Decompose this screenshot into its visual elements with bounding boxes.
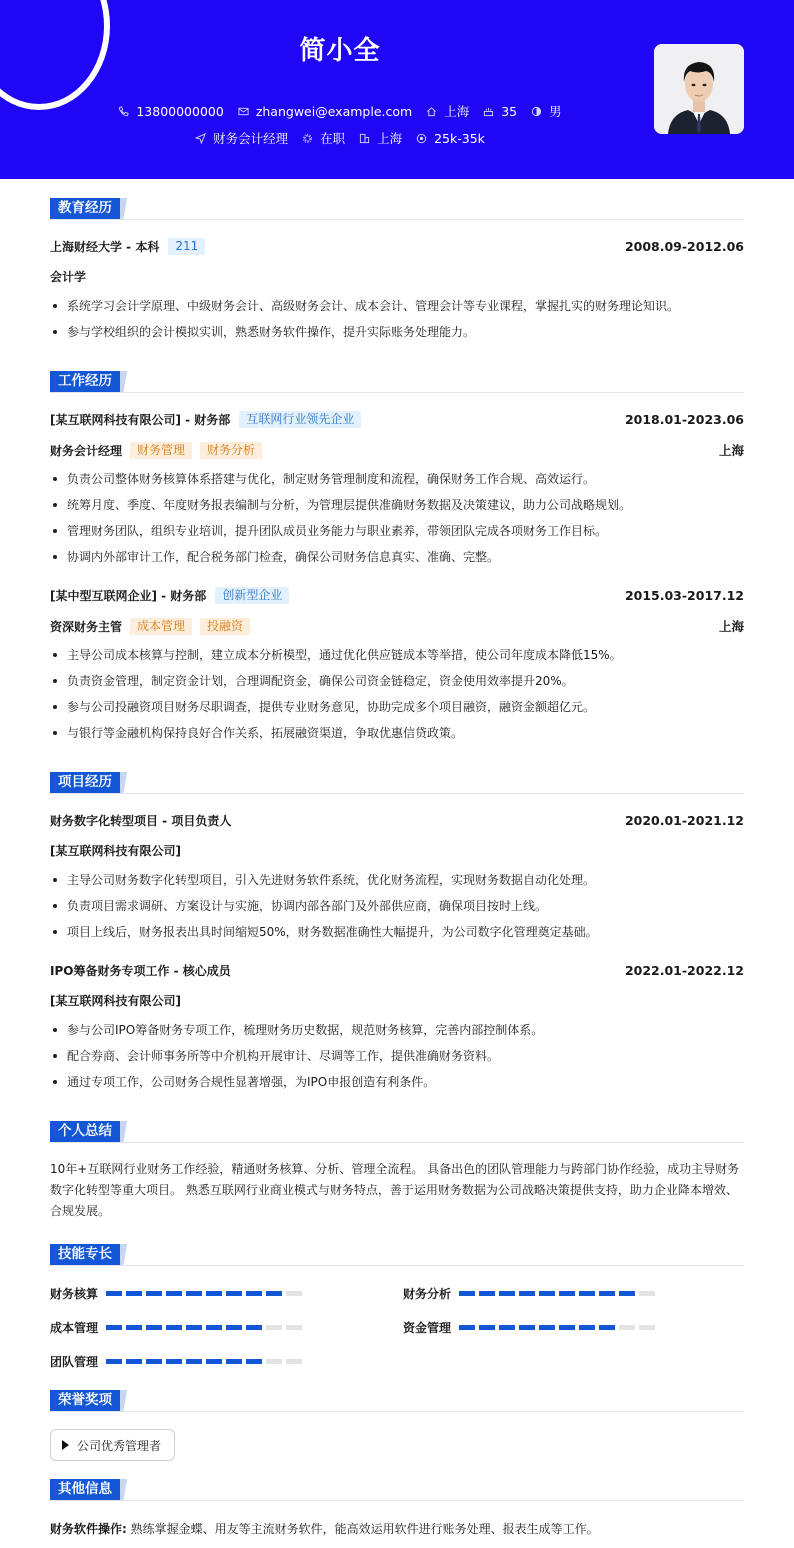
skill-segment	[639, 1291, 655, 1296]
resume-header	[0, 0, 794, 179]
project-bullet: 负责项目需求调研、方案设计与实施，协调内部各部门及外部供应商，确保项目按时上线。	[50, 898, 750, 914]
project-bullet: 项目上线后，财务报表出具时间缩短50%，财务数据准确性大幅提升，为公司数字化管理奠定基础。	[50, 924, 750, 940]
skill-segment	[599, 1291, 615, 1296]
section-title: 荣誉奖项	[50, 1390, 120, 1411]
phone-item	[118, 102, 223, 120]
work-header	[50, 587, 744, 604]
work-date: 2015.03-2017.12	[624, 588, 744, 603]
skill-name: 成本管理	[50, 1321, 99, 1335]
work-bullet: 负责公司整体财务核算体系搭建与优化，制定财务管理制度和流程，确保财务工作合规、高效运行。	[50, 471, 750, 487]
section-decoration	[120, 1121, 134, 1142]
skill-level-bar	[459, 1325, 655, 1330]
work-date: 2018.01-2023.06	[624, 412, 744, 427]
major: 会计学	[50, 270, 87, 284]
school-tag: 211	[168, 238, 205, 255]
work-role-row	[50, 441, 744, 459]
skill-segment	[126, 1291, 142, 1296]
work-bullet: 主导公司成本核算与控制，建立成本分析模型，通过优化供应链成本等举措，使公司年度成本降低15%。	[50, 647, 750, 663]
section-education	[50, 198, 744, 220]
building-icon	[359, 133, 370, 144]
education-header	[50, 238, 744, 255]
skill-level-bar	[106, 1291, 302, 1296]
home-icon	[426, 106, 437, 117]
project-bullet: 配合券商、会计师事务所等中介机构开展审计、尽调等工作，提供准确财务资料。	[50, 1048, 750, 1064]
section-decoration	[120, 1390, 134, 1411]
skill-segment	[539, 1325, 555, 1330]
skill-segment	[106, 1291, 122, 1296]
skill-segment	[206, 1359, 222, 1364]
status-item	[302, 129, 345, 147]
contact-row-1	[0, 102, 680, 120]
phone-icon	[118, 106, 129, 117]
work-role-row	[50, 617, 744, 635]
skill-segment	[246, 1325, 262, 1330]
role-tag: 财务管理	[130, 442, 192, 459]
summary-text: 10年+互联网行业财务工作经验，精通财务核算、分析、管理全流程。 具备出色的团队管理能力与跨部门协作经验，成功主导财务数字化转型等重大项目。 熟悉互联网行业商业模式与财务特点，善于运用财务数据为公司战略决策提供支持，助力企业降本增效、合规发展。	[50, 1162, 740, 1218]
city-value: 上海	[377, 131, 403, 146]
status-value: 在职	[320, 131, 346, 146]
skill-segment	[206, 1291, 222, 1296]
skill-level-bar	[106, 1359, 302, 1364]
skill-segment	[619, 1291, 635, 1296]
award-badge	[50, 1429, 175, 1461]
section-title: 教育经历	[50, 198, 120, 219]
section-projects	[50, 772, 744, 794]
role-tag: 投融资	[200, 618, 250, 635]
skill-segment	[226, 1325, 242, 1330]
skill-name: 团队管理	[50, 1355, 99, 1369]
candidate-name: 简小全	[299, 36, 381, 66]
age-value: 35	[501, 103, 518, 119]
project-bullet: 参与公司IPO筹备财务专项工作，梳理财务历史数据，规范财务核算，完善内部控制体系。	[50, 1022, 750, 1038]
email-value: zhangwei@example.com	[255, 103, 413, 119]
section-decoration	[120, 772, 134, 793]
skill-segment	[106, 1325, 122, 1330]
other-info-text: 熟练掌握金蝶、用友等主流财务软件，能高效运用软件进行账务处理、报表生成等工作。	[130, 1522, 599, 1536]
skill-segment	[286, 1325, 302, 1330]
role-tag: 成本管理	[130, 618, 192, 635]
skill-segment	[559, 1325, 575, 1330]
skill-segment	[479, 1325, 495, 1330]
skill-item	[50, 1353, 302, 1370]
skill-segment	[126, 1359, 142, 1364]
company-tag: 创新型企业	[215, 587, 289, 604]
hometown-item	[426, 102, 469, 120]
other-info	[50, 1520, 599, 1537]
section-title: 工作经历	[50, 371, 120, 392]
skill-item	[403, 1319, 655, 1336]
section-decoration	[120, 198, 134, 219]
skill-item	[403, 1285, 655, 1302]
skill-name: 资金管理	[403, 1321, 452, 1335]
section-title: 其他信息	[50, 1479, 120, 1500]
age-item	[483, 102, 517, 120]
skill-segment	[146, 1359, 162, 1364]
award-name: 公司优秀管理者	[77, 1438, 162, 1453]
skill-segment	[286, 1291, 302, 1296]
work-bullet: 统筹月度、季度、年度财务报表编制与分析，为管理层提供准确财务数据及决策建议，助力公司战略规划。	[50, 497, 750, 513]
skill-segment	[166, 1325, 182, 1330]
skill-segment	[186, 1359, 202, 1364]
skill-segment	[206, 1325, 222, 1330]
skill-segment	[599, 1325, 615, 1330]
profile-photo	[654, 44, 744, 134]
work-bullet: 负责资金管理，制定资金计划，合理调配资金，确保公司资金链稳定，资金使用效率提升20%。	[50, 673, 750, 689]
company-name: [某中型互联网企业] - 财务部	[50, 589, 207, 603]
gender-item	[531, 102, 562, 120]
section-decoration	[120, 1244, 134, 1265]
project-title: 财务数字化转型项目 - 项目负责人	[50, 814, 232, 828]
skill-segment	[579, 1325, 595, 1330]
work-bullet: 与银行等金融机构保持良好合作关系，拓展融资渠道，争取优惠信贷政策。	[50, 725, 750, 741]
section-decoration	[120, 371, 134, 392]
skill-level-bar	[459, 1291, 655, 1296]
skill-segment	[619, 1325, 635, 1330]
project-title: IPO筹备财务专项工作 - 核心成员	[50, 964, 231, 978]
job-role: 财务会计经理	[50, 443, 123, 458]
skill-segment	[639, 1325, 655, 1330]
section-other	[50, 1479, 744, 1501]
project-header	[50, 962, 744, 979]
project-bullet: 主导公司财务数字化转型项目，引入先进财务软件系统，优化财务流程，实现财务数据自动化处理。	[50, 872, 750, 888]
skill-segment	[246, 1359, 262, 1364]
skill-segment	[539, 1291, 555, 1296]
skill-segment	[519, 1325, 535, 1330]
company-name: [某互联网科技有限公司] - 财务部	[50, 413, 231, 427]
skill-segment	[126, 1325, 142, 1330]
contact-row-2	[0, 129, 680, 147]
coin-icon	[416, 133, 427, 144]
job-role: 资深财务主管	[50, 619, 123, 634]
skill-segment	[266, 1325, 282, 1330]
education-bullet: 参与学校组织的会计模拟实训，熟悉财务软件操作，提升实际账务处理能力。	[50, 324, 750, 340]
skill-item	[50, 1319, 302, 1336]
cake-icon	[483, 106, 494, 117]
skill-segment	[166, 1359, 182, 1364]
skill-name: 财务核算	[50, 1287, 99, 1301]
gender-icon	[531, 106, 542, 117]
education-bullet: 系统学习会计学原理、中级财务会计、高级财务会计、成本会计、管理会计等专业课程，掌握扎实的财务理论知识。	[50, 298, 750, 314]
skill-segment	[106, 1359, 122, 1364]
project-date: 2020.01-2021.12	[624, 813, 744, 828]
section-awards	[50, 1390, 744, 1412]
skill-segment	[146, 1291, 162, 1296]
skill-segment	[499, 1325, 515, 1330]
skill-segment	[246, 1291, 262, 1296]
work-location: 上海	[718, 619, 744, 634]
skill-level-bar	[106, 1325, 302, 1330]
salary-value: 25k-35k	[434, 130, 485, 146]
project-company: [某互联网科技有限公司]	[50, 844, 181, 858]
company-tag: 互联网行业领先企业	[239, 411, 361, 428]
work-bullet: 参与公司投融资项目财务尽职调查，提供专业财务意见，协助完成多个项目融资，融资金额超亿元。	[50, 699, 750, 715]
skill-segment	[146, 1325, 162, 1330]
education-date: 2008.09-2012.06	[624, 239, 744, 254]
project-company: [某互联网科技有限公司]	[50, 994, 181, 1008]
play-icon	[62, 1440, 69, 1450]
project-date: 2022.01-2022.12	[624, 963, 744, 978]
salary-item	[416, 129, 485, 147]
skill-segment	[579, 1291, 595, 1296]
section-summary	[50, 1121, 744, 1143]
gender-value: 男	[549, 104, 562, 119]
work-bullet: 管理财务团队，组织专业培训，提升团队成员业务能力与职业素养，带领团队完成各项财务工作目标。	[50, 523, 750, 539]
skill-segment	[479, 1291, 495, 1296]
job-value: 财务会计经理	[213, 131, 289, 146]
skill-segment	[226, 1291, 242, 1296]
skill-segment	[459, 1325, 475, 1330]
skill-segment	[519, 1291, 535, 1296]
role-tag: 财务分析	[200, 442, 262, 459]
skill-segment	[266, 1359, 282, 1364]
section-title: 项目经历	[50, 772, 120, 793]
section-skills	[50, 1244, 744, 1266]
section-title: 技能专长	[50, 1244, 120, 1265]
email-item	[238, 102, 412, 120]
section-work	[50, 371, 744, 393]
hometown-value: 上海	[444, 104, 470, 119]
school-name: 上海财经大学 - 本科	[50, 240, 160, 254]
city-item	[359, 129, 402, 147]
section-title: 个人总结	[50, 1121, 120, 1142]
work-bullet: 协调内外部审计工作，配合税务部门检查，确保公司财务信息真实、准确、完整。	[50, 549, 750, 565]
send-icon	[195, 133, 206, 144]
skill-name: 财务分析	[403, 1287, 452, 1301]
skill-item	[50, 1285, 302, 1302]
skill-segment	[559, 1291, 575, 1296]
work-location: 上海	[718, 443, 744, 458]
gear-icon	[302, 133, 313, 144]
skill-segment	[186, 1291, 202, 1296]
other-info-label: 财务软件操作:	[50, 1522, 127, 1536]
section-decoration	[120, 1479, 134, 1500]
mail-icon	[238, 106, 249, 117]
skill-segment	[459, 1291, 475, 1296]
skill-segment	[226, 1359, 242, 1364]
project-header	[50, 812, 744, 829]
skill-segment	[286, 1359, 302, 1364]
skill-segment	[186, 1325, 202, 1330]
skill-segment	[166, 1291, 182, 1296]
skill-segment	[266, 1291, 282, 1296]
phone-value: 13800000000	[136, 103, 224, 119]
skill-segment	[499, 1291, 515, 1296]
project-bullet: 通过专项工作，公司财务合规性显著增强，为IPO申报创造有利条件。	[50, 1074, 750, 1090]
work-header	[50, 411, 744, 428]
job-item	[195, 129, 288, 147]
